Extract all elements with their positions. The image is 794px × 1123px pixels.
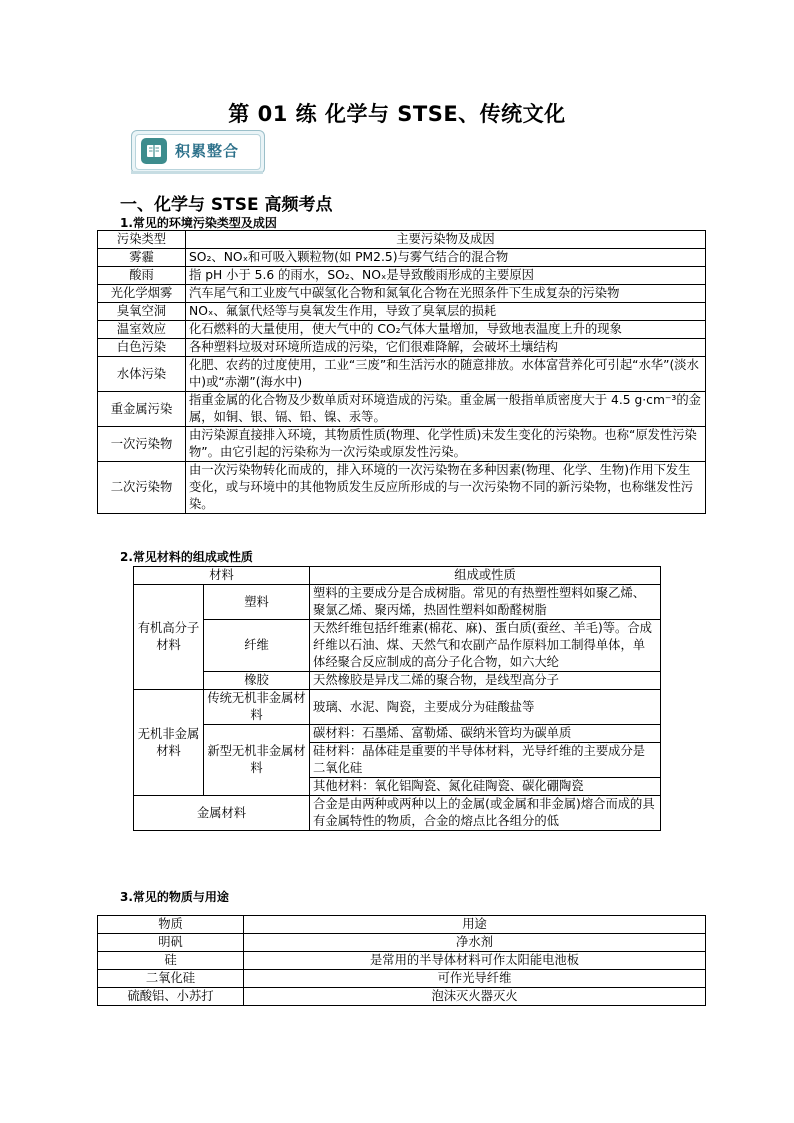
header-cell: 材料: [134, 567, 310, 585]
material-desc: 合金是由两种或两种以上的金属(或金属和非金属)熔合而成的具有金属特性的物质，合金的熔点比各组分的低: [310, 796, 661, 831]
pollution-type: 重金属污染: [98, 392, 186, 427]
header-cell: 污染类型: [98, 231, 186, 249]
book-icon: [141, 138, 167, 164]
material-name: 新型无机非金属材料: [204, 725, 310, 796]
material-category: 无机非金属材料: [134, 690, 204, 796]
usage: 净水剂: [244, 934, 706, 952]
table-row: [98, 392, 706, 427]
pollution-desc: SO₂、NOₓ和可吸入颗粒物(如 PM2.5)与雾气结合的混合物: [186, 249, 706, 267]
table-row: [98, 952, 706, 970]
table-row: [98, 267, 706, 285]
pollution-desc: 指 pH 小于 5.6 的雨水，SO₂、NOₓ是导致酸雨形成的主要原因: [186, 267, 706, 285]
pollution-type: 臭氧空洞: [98, 303, 186, 321]
table-header-row: [134, 567, 661, 585]
table-row: [134, 585, 661, 620]
material-category: 有机高分子材料: [134, 585, 204, 690]
table-row: [134, 725, 661, 743]
pollution-desc: 汽车尾气和工业废气中碳氢化合物和氮氧化合物在光照条件下生成复杂的污染物: [186, 285, 706, 303]
material-desc: 塑料的主要成分是合成树脂。常见的有热塑性塑料如聚乙烯、聚氯乙烯、聚丙烯，热固性塑料如酚醛树脂: [310, 585, 661, 620]
table-header-row: [98, 916, 706, 934]
pollution-desc: 指重金属的化合物及少数单质对环境造成的污染。重金属一般指单质密度大于 4.5 g·cm⁻³的金属，如铜、银、镉、铅、镍、汞等。: [186, 392, 706, 427]
material-desc: 玻璃、水泥、陶瓷，主要成分为硅酸盐等: [310, 690, 661, 725]
material-desc: 其他材料：氧化铝陶瓷、氮化硅陶瓷、碳化硼陶瓷: [310, 778, 661, 796]
table-header-row: [98, 231, 706, 249]
pollution-desc: 由污染源直接排入环境，其物质性质(物理、化学性质)未发生变化的污染物。也称“原发性污染物”。由它引起的污染称为一次污染或原发性污染。: [186, 427, 706, 462]
pollution-desc: 化肥、农药的过度使用，工业“三废”和生活污水的随意排放。水体富营养化可引起“水华”(淡水中)或“赤潮”(海水中): [186, 357, 706, 392]
header-cell: 用途: [244, 916, 706, 934]
pollution-desc: NOₓ、氟氯代烃等与臭氧发生作用，导致了臭氧层的损耗: [186, 303, 706, 321]
pollution-type: 水体污染: [98, 357, 186, 392]
usage: 可作光导纤维: [244, 970, 706, 988]
header-cell: 组成或性质: [310, 567, 661, 585]
pollution-type: 二次污染物: [98, 462, 186, 514]
table-row: [98, 427, 706, 462]
pollution-type: 光化学烟雾: [98, 285, 186, 303]
table-row: [98, 249, 706, 267]
substance: 硫酸铝、小苏打: [98, 988, 244, 1006]
pollution-desc: 由一次污染物转化而成的，排入环境的一次污染物在多种因素(物理、化学、生物)作用下发生变化，或与环境中的其他物质发生反应所形成的与一次污染物不同的新污染物，也称继发性污染。: [186, 462, 706, 514]
pollution-type: 温室效应: [98, 321, 186, 339]
table-row: [98, 339, 706, 357]
material-name: 橡胶: [204, 672, 310, 690]
usage: 是常用的半导体材料可作太阳能电池板: [244, 952, 706, 970]
substance: 明矾: [98, 934, 244, 952]
pollution-type: 雾霾: [98, 249, 186, 267]
table-row: [98, 462, 706, 514]
badge-label: 积累整合: [175, 142, 240, 160]
material-desc: 碳材料：石墨烯、富勒烯、碳纳米管均为碳单质: [310, 725, 661, 743]
pollution-desc: 化石燃料的大量使用，使大气中的 CO₂气体大量增加，导致地表温度上升的现象: [186, 321, 706, 339]
pollution-heading: 1.常见的环境污染类型及成因: [120, 216, 277, 230]
uses-heading: 3.常见的物质与用途: [120, 890, 229, 904]
page-title: 第 01 练 化学与 STSE、传统文化: [228, 102, 566, 126]
materials-table: [133, 566, 661, 831]
uses-table: [97, 915, 706, 1006]
table-row: [134, 672, 661, 690]
material-name: 传统无机非金属材料: [204, 690, 310, 725]
substance: 硅: [98, 952, 244, 970]
material-desc: 天然纤维包括纤维素(棉花、麻)、蛋白质(蚕丝、羊毛)等。合成纤维以石油、煤、天然气和农副产品作原料加工制得单体，单体经聚合反应制成的高分子化合物，如六大纶: [310, 620, 661, 672]
table-row: [98, 357, 706, 392]
table-row: [98, 934, 706, 952]
header-cell: 主要污染物及成因: [186, 231, 706, 249]
pollution-type: 一次污染物: [98, 427, 186, 462]
table-row: [98, 303, 706, 321]
table-row: [98, 970, 706, 988]
material-desc: 天然橡胶是异戊二烯的聚合物，是线型高分子: [310, 672, 661, 690]
materials-heading: 2.常见材料的组成或性质: [120, 550, 253, 564]
table-row: [134, 796, 661, 831]
section-badge: [131, 130, 269, 176]
table-row: [98, 285, 706, 303]
substance: 二氧化硅: [98, 970, 244, 988]
material-desc: 硅材料：晶体硅是重要的半导体材料，光导纤维的主要成分是二氧化硅: [310, 743, 661, 778]
table-row: [134, 690, 661, 725]
table-row: [134, 620, 661, 672]
material-name: 金属材料: [134, 796, 310, 831]
section-heading: 一、化学与 STSE 高频考点: [120, 195, 333, 215]
pollution-type: 酸雨: [98, 267, 186, 285]
header-cell: 物质: [98, 916, 244, 934]
material-name: 纤维: [204, 620, 310, 672]
pollution-desc: 各种塑料垃圾对环境所造成的污染，它们很难降解，会破坏土壤结构: [186, 339, 706, 357]
table-row: [98, 321, 706, 339]
table-row: [98, 988, 706, 1006]
pollution-type: 白色污染: [98, 339, 186, 357]
pollution-table: [97, 230, 706, 514]
material-name: 塑料: [204, 585, 310, 620]
usage: 泡沫灭火器灭火: [244, 988, 706, 1006]
